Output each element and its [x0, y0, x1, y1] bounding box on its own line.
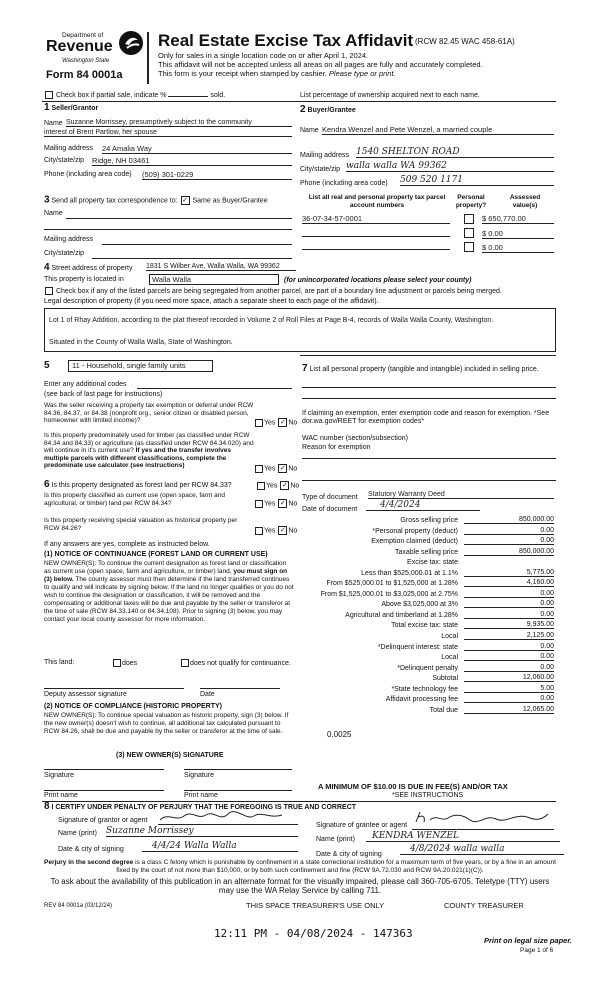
- if-yes-note: If any answers are yes, complete as instructed below.: [44, 541, 210, 548]
- tax-row-value[interactable]: 4,160.00: [464, 579, 554, 587]
- q2-yes-no: Yes ✓ No: [254, 464, 297, 473]
- tax-row-value[interactable]: 2,125.00: [464, 632, 554, 640]
- see-back-note: (see back of last page for instructions): [44, 391, 163, 398]
- print-name-label-1: Print name: [44, 792, 78, 799]
- tax-row: [302, 516, 554, 527]
- s3-city-field[interactable]: [92, 258, 292, 259]
- signature-label-2: Signature: [184, 772, 214, 779]
- notice3-title: (3) NEW OWNER(S) SIGNATURE: [116, 752, 224, 759]
- subtitle-3: This form is your receipt when stamped by cashier. Please type or print.: [158, 69, 396, 78]
- current-use-no-checkbox[interactable]: ✓: [279, 500, 286, 507]
- buyer-mailing-label: Mailing address: [300, 152, 350, 159]
- tax-row-label: Affidavit processing fee: [385, 696, 458, 704]
- tax-row-label: Local: [441, 633, 458, 641]
- certify-heading: 8 I CERTIFY UNDER PENALTY OF PERJURY THAT THE FOREGOING IS TRUE AND CORRECT: [44, 801, 357, 812]
- tax-row-label: Above $3,025,000 at 3%: [381, 601, 458, 609]
- seller-phone-label: Phone (including area code): [44, 171, 132, 178]
- doc-type-label: Type of document: [302, 494, 358, 501]
- tax-row-value[interactable]: 0.00: [464, 590, 554, 598]
- grantee-date-field[interactable]: 4/8/2024 walla walla: [400, 844, 564, 855]
- tax-row-value[interactable]: 0.00: [464, 611, 554, 619]
- grantee-sig-field[interactable]: [412, 829, 554, 830]
- grantor-date-field[interactable]: 4/4/24 Walla Walla: [142, 841, 298, 852]
- reason-field-1[interactable]: [302, 458, 556, 459]
- owner-signature-field-1[interactable]: [44, 769, 164, 770]
- tax-row-label: *Delinquent interest: state: [377, 643, 458, 651]
- historic-question: Is this property receiving special valuation as historical property per RCW 84.26?: [44, 517, 238, 532]
- treasurer-space-label: THIS SPACE TREASURER'S USE ONLY: [246, 901, 385, 910]
- q1-yes-no: Yes ✓ No: [254, 418, 297, 427]
- partial-sale-row: Check box if partial sale, indicate % sold.: [44, 91, 225, 100]
- dor-logo: [40, 30, 145, 85]
- tax-table: [302, 516, 554, 716]
- owner-print-field-2[interactable]: [184, 790, 292, 791]
- does-not-checkbox[interactable]: [181, 659, 189, 667]
- reason-label: Reason for exemption: [302, 444, 371, 451]
- s3-name-field-2[interactable]: [44, 229, 292, 230]
- grantor-sig-label: Signature of grantor or agent: [58, 817, 148, 824]
- current-use-yes-checkbox[interactable]: [255, 500, 263, 508]
- tax-row: [302, 632, 554, 643]
- tax-row-value[interactable]: 0.00: [464, 653, 554, 661]
- current-use-yes-no: Yes ✓ No: [254, 499, 297, 508]
- tax-row: [302, 621, 554, 632]
- tax-row: [302, 695, 554, 706]
- same-as-buyer-checkbox[interactable]: ✓: [182, 197, 188, 204]
- tax-row-label: *Personal property (deduct): [372, 527, 458, 535]
- cashier-stamp: 12:11 PM - 04/08/2024 - 147363: [214, 927, 413, 940]
- location-note: (for unincorporated locations please select your county): [284, 277, 472, 284]
- print-name-label-2: Print name: [184, 792, 218, 799]
- assessed-value-3[interactable]: $ 0.00: [482, 243, 554, 253]
- tax-row-value[interactable]: 0.00: [464, 695, 554, 703]
- q2-yes-checkbox[interactable]: [255, 465, 263, 473]
- tax-row: [302, 537, 554, 548]
- tax-row-label: Total due: [429, 706, 458, 714]
- subtitle-2: This affidavit will not be accepted unless all areas on all pages are fully and accurately completed.: [158, 60, 483, 69]
- minimum-due-note: A MINIMUM OF $10.00 IS DUE IN FEE(S) AND/OR TAX: [318, 782, 508, 791]
- seller-city-field[interactable]: Ridge, NH 03461: [92, 156, 292, 166]
- tax-row-label: Excise tax: state: [407, 559, 458, 567]
- deputy-date-field[interactable]: [200, 688, 280, 689]
- legal-description-field[interactable]: [44, 308, 556, 352]
- legal-label: Legal description of property (if you need more space, attach a separate sheet to each page of the affidavit).: [44, 298, 379, 305]
- owner-print-field-1[interactable]: [44, 790, 164, 791]
- does-checkbox[interactable]: [113, 659, 121, 667]
- tax-row-value[interactable]: 9,935.00: [464, 621, 554, 629]
- segregated-checkbox[interactable]: [45, 287, 53, 295]
- buyer-name-label: Name: [300, 127, 319, 134]
- tax-row-value[interactable]: 0.00: [464, 537, 554, 545]
- local-rate: 0.0025: [327, 730, 352, 739]
- tax-row-value[interactable]: 850,000.00: [464, 516, 554, 524]
- grantor-name-field[interactable]: Suzanne Morrissey: [106, 826, 298, 837]
- tax-row-label: Gross selling price: [400, 517, 458, 524]
- grantor-signature[interactable]: [158, 810, 298, 824]
- tax-row: [302, 579, 554, 590]
- partial-sale-checkbox[interactable]: [45, 91, 53, 99]
- section7-text: 7 List all personal property (tangible and intangible) included in selling price.: [302, 363, 539, 374]
- tax-row-value[interactable]: 12,060.00: [464, 674, 554, 682]
- q1-no-checkbox[interactable]: ✓: [279, 419, 286, 426]
- forest-yes-checkbox[interactable]: [257, 482, 265, 490]
- does-option: does: [112, 659, 137, 668]
- grantee-name-label: Name (print): [316, 836, 355, 843]
- s3-city-label: City/state/zip: [44, 250, 85, 257]
- historic-yes-no: Yes ✓ No: [254, 526, 297, 535]
- forest-yes-no: Yes ✓ No: [256, 481, 299, 490]
- buyer-heading: 2 Buyer/Grantee: [300, 104, 356, 115]
- tax-row-label: Taxable selling price: [394, 548, 458, 556]
- wa-seal-icon: [118, 30, 144, 56]
- doc-date-field[interactable]: 4/4/2024: [366, 500, 480, 511]
- grantee-signature[interactable]: [412, 808, 554, 828]
- personal-property-checkbox-1[interactable]: [464, 214, 474, 224]
- exemption-instructions: If claiming an exemption, enter exemption code and reason for exemption. *See dor.wa.gov/REET for exemption codes*: [302, 410, 550, 425]
- timber-question: Is this property predominately used for timber (as classified under RCW 84.34 and 84.33) or agriculture (as classified under RCW 84.34.020) and will continue in it's current use? If yes and the transfer involves multiple parcels with different classifications, complete the predominate use calculator (see instructions): [44, 432, 254, 469]
- seller-name-field-2[interactable]: interest of Brent Partlow, her spouse: [44, 129, 292, 137]
- legal-line-2: Situated in the County of Walla Walla, State of Washington.: [49, 339, 233, 346]
- tax-row-value[interactable]: 0.00: [464, 527, 554, 535]
- street-row: 4 Street address of property: [44, 262, 133, 273]
- s3-name-field[interactable]: [66, 218, 292, 219]
- form-number: Form 84 0001a: [46, 69, 123, 81]
- tax-row: [302, 558, 554, 569]
- page-title: Real Estate Excise Tax Affidavit: [158, 31, 414, 50]
- signature-label-1: Signature: [44, 772, 74, 779]
- tax-row-label: Local: [441, 654, 458, 662]
- tax-row: [302, 548, 554, 559]
- tax-row-label: Agricultural and timberland at 1.28%: [345, 611, 458, 619]
- grantor-name-label: Name (print): [58, 830, 97, 837]
- historic-yes-checkbox[interactable]: [255, 527, 263, 535]
- buyer-phone-field[interactable]: 509 520 1171: [400, 175, 554, 186]
- tax-row: [302, 611, 554, 622]
- assessed-header: Assessed value(s): [509, 194, 541, 209]
- buyer-name-field[interactable]: Kendra Wenzel and Pete Wenzel, a married couple: [322, 125, 554, 135]
- tax-row: [302, 706, 554, 717]
- does-not-option: does not qualify for continuance.: [180, 659, 300, 668]
- tax-rows: [302, 516, 554, 716]
- deputy-label: Deputy assessor signature: [44, 691, 127, 698]
- tax-row-value[interactable]: 0.00: [464, 643, 554, 651]
- tax-row-value[interactable]: 0.00: [464, 600, 554, 608]
- divider: [300, 355, 556, 356]
- notice1-title: (1) NOTICE OF CONTINUANCE (FOREST LAND OR CURRENT USE): [44, 551, 268, 558]
- dept-line2: Revenue: [46, 38, 113, 55]
- header-divider: [147, 32, 149, 84]
- land-use-select[interactable]: 11 - Household, single family units: [68, 360, 213, 372]
- tax-row-label: From $1,525,000.01 to $3,025,000 at 2.75%: [320, 590, 458, 598]
- tax-row: [302, 653, 554, 664]
- owner-signature-field-2[interactable]: [184, 769, 292, 770]
- grantor-date-label: Date & city of signing: [58, 846, 124, 853]
- current-use-question: Is this property classified as current use (open space, farm and agricultural, or timber) land per RCW 84.34?: [44, 492, 226, 507]
- county-treasurer-label: COUNTY TREASURER: [444, 901, 524, 910]
- forest-no-checkbox[interactable]: ✓: [281, 482, 288, 489]
- personal-property-checkbox-3[interactable]: [464, 242, 474, 252]
- tax-row-label: Less than $525,000.01 at 1.1%: [361, 569, 458, 577]
- tax-row: [302, 664, 554, 675]
- partial-pct-field[interactable]: [168, 96, 208, 97]
- tax-row: [302, 600, 554, 611]
- segregated-row: Check box if any of the listed parcels are being segregated from another parcel, are part of a boundary line adjustment or parcels being merged.: [44, 287, 502, 296]
- tax-row-value[interactable]: 5.00: [464, 685, 554, 693]
- grantee-date-label: Date & city of signing: [316, 851, 382, 858]
- q1-yes-checkbox[interactable]: [255, 419, 263, 427]
- personal-header: Personal property?: [455, 194, 487, 209]
- divider: [42, 101, 556, 102]
- dept-line3: Washington State: [62, 58, 110, 64]
- tax-row: [302, 527, 554, 538]
- parcel-header: List all real and personal property tax parcel account numbers: [308, 194, 446, 209]
- tax-row-label: *Delinquent penalty: [397, 664, 458, 672]
- tax-row-value[interactable]: 0.00: [464, 664, 554, 672]
- seller-name-label: Name: [44, 120, 63, 127]
- q2-no-checkbox[interactable]: ✓: [279, 465, 286, 472]
- seller-name-field-1[interactable]: Suzanne Morrissey, presumptively subject to the community: [66, 119, 292, 127]
- tax-row-label: Total excise tax: state: [391, 622, 458, 630]
- personal-property-field-1[interactable]: [302, 387, 556, 388]
- this-land-label: This land:: [44, 659, 75, 666]
- parcel-number-1[interactable]: 36-07-34-57-0001: [302, 214, 450, 224]
- ownership-note: List percentage of ownership acquired next to each name.: [300, 92, 480, 99]
- street-address-field[interactable]: 1831 S Wilber Ave, Walla Walla, WA 99362: [146, 263, 296, 271]
- doc-type-field[interactable]: Statutory Warranty Deed: [368, 491, 554, 499]
- tax-row: [302, 590, 554, 601]
- tax-row-value[interactable]: 850,000.00: [464, 548, 554, 556]
- exemption-question: Was the seller receiving a property tax exemption or deferral under RCW 84.36, 84.37, or 84.38 (nonprofit org., senior citizen or disabled person, homeowner with limited income)?: [44, 402, 254, 424]
- tax-row: [302, 685, 554, 696]
- located-label: This property is located in: [44, 276, 124, 283]
- tax-row-label: *State technology fee: [391, 685, 458, 693]
- alt-format-note: To ask about the availability of this publication in an alternate format for the visually impaired, please call 360-705-6705. Teletype (TTY) users may use the WA Relay Service by calling 711.: [50, 877, 550, 895]
- assessed-value-1[interactable]: $ 650,770.00: [482, 214, 554, 224]
- wac-label: WAC number (section/subsection): [302, 435, 408, 442]
- seller-heading: 1 Seller/Grantor: [44, 102, 99, 113]
- buyer-city-label: City/state/zip: [300, 166, 341, 173]
- historic-no-checkbox[interactable]: ✓: [279, 527, 286, 534]
- additional-codes-label: Enter any additional codes: [44, 381, 127, 388]
- see-instructions: *SEE INSTRUCTIONS: [392, 792, 464, 799]
- parcel-number-2[interactable]: [302, 228, 450, 237]
- section3-label: 3 Send all property tax correspondence to: ✓ Same as Buyer/Grantee: [44, 194, 268, 206]
- subtitle-1: Only for sales in a single location code on or after April 1, 2024.: [158, 51, 369, 60]
- seller-phone-field[interactable]: (509) 301-0229: [142, 170, 292, 180]
- doc-date-label: Date of document: [302, 506, 358, 513]
- tax-row-label: Exemption claimed (deduct): [371, 538, 458, 546]
- parcel-number-3[interactable]: [302, 241, 450, 250]
- buyer-phone-label: Phone (including area code): [300, 180, 388, 187]
- forest-question: 6 Is this property designated as forest land per RCW 84.33?: [44, 479, 232, 490]
- personal-property-checkbox-2[interactable]: [464, 228, 474, 238]
- perjury-note: Perjury in the second degree is a class C felony which is punishable by confinement in a state correctional institution for a maximum term of five years, or by a fine in an amount fixed by the court of not more than $10,000, or by both such confinement and fine (RCW 9A.72.030 and RCW 9A.20.021(1)(C)).: [44, 859, 556, 874]
- seller-city-label: City/state/zip: [44, 157, 85, 164]
- deputy-signature-field[interactable]: [44, 688, 184, 689]
- divider: [42, 801, 556, 802]
- grantee-name-field[interactable]: KENDRA WENZEL: [366, 831, 560, 842]
- notice1-text: NEW OWNER(S): To continue the current designation as forest land or classification as current use (open space, farm and agriculture, or timber) land, you must sign on (3) below. The county assessor must then determine if the land transferred continues to qualify and will indicate by signing below. If the land no longer qualifies or you do not wish to continue the designation or classification, it will be removed and the compensating or additional taxes will be due and payable by the seller or transferor at the time of sale (RCW 84.33.140 or 84.34.108). Prior to signing (3) below, you may contact your local county assessor for more information.: [44, 560, 294, 623]
- assessed-value-2[interactable]: $ 0.00: [482, 229, 554, 239]
- notice2-title: (2) NOTICE OF COMPLIANCE (HISTORIC PROPERTY): [44, 703, 222, 710]
- notice2-text: NEW OWNER(S): To continue special valuation as historic property, sign (3) below. If the new owner(s) doesn't wish to continue, all additional tax calculated pursuant to RCW 84.26, shall be due and payable by the seller or transferor at the time of sale.: [44, 712, 289, 735]
- buyer-mailing-field[interactable]: 1540 SHELTON ROAD: [356, 147, 554, 158]
- seller-mailing-field[interactable]: 24 Amalia Way: [102, 144, 292, 154]
- legal-line-1: Lot 1 of Rhay Addition, according to the plat thereof recorded in Volume 2 of Roll Files at Page B-4, records of Walla Walla County, Washington.: [49, 317, 494, 324]
- dept-line1: Department of: [62, 32, 104, 39]
- legal-size-note: Print on legal size paper.: [484, 936, 572, 945]
- tax-row-value[interactable]: 12,065.00: [464, 706, 554, 714]
- s3-name-label: Name: [44, 210, 63, 217]
- tax-row: [302, 643, 554, 654]
- additional-codes-field[interactable]: [137, 388, 292, 389]
- tax-row-label: From $525,000.01 to $1,525,000 at 1.28%: [326, 580, 458, 588]
- personal-property-field-2[interactable]: [302, 398, 556, 399]
- page-number: Page 1 of 6: [520, 947, 554, 954]
- buyer-city-field[interactable]: walla walla WA 99362: [346, 161, 554, 172]
- location-select[interactable]: Walla Walla: [149, 274, 279, 285]
- rev-number: REV 84 0001a (03/12/24): [44, 903, 113, 909]
- tax-row: [302, 674, 554, 685]
- seller-mailing-label: Mailing address: [44, 145, 94, 152]
- tax-row: [302, 569, 554, 580]
- grantor-sig-field[interactable]: [158, 824, 298, 825]
- reason-field-2[interactable]: [302, 480, 556, 481]
- s3-mailing-field[interactable]: [102, 244, 292, 245]
- s3-mailing-label: Mailing address: [44, 236, 94, 243]
- statute-ref: (RCW 82.45 WAC 458-61A): [415, 37, 515, 46]
- tax-row-label: Subtotal: [432, 675, 458, 683]
- grantee-sig-label: Signature of grantee or agent: [316, 822, 408, 829]
- tax-row-value[interactable]: 5,775.00: [464, 569, 554, 577]
- deputy-date-label: Date: [200, 691, 215, 698]
- section5-num: 5: [44, 360, 50, 371]
